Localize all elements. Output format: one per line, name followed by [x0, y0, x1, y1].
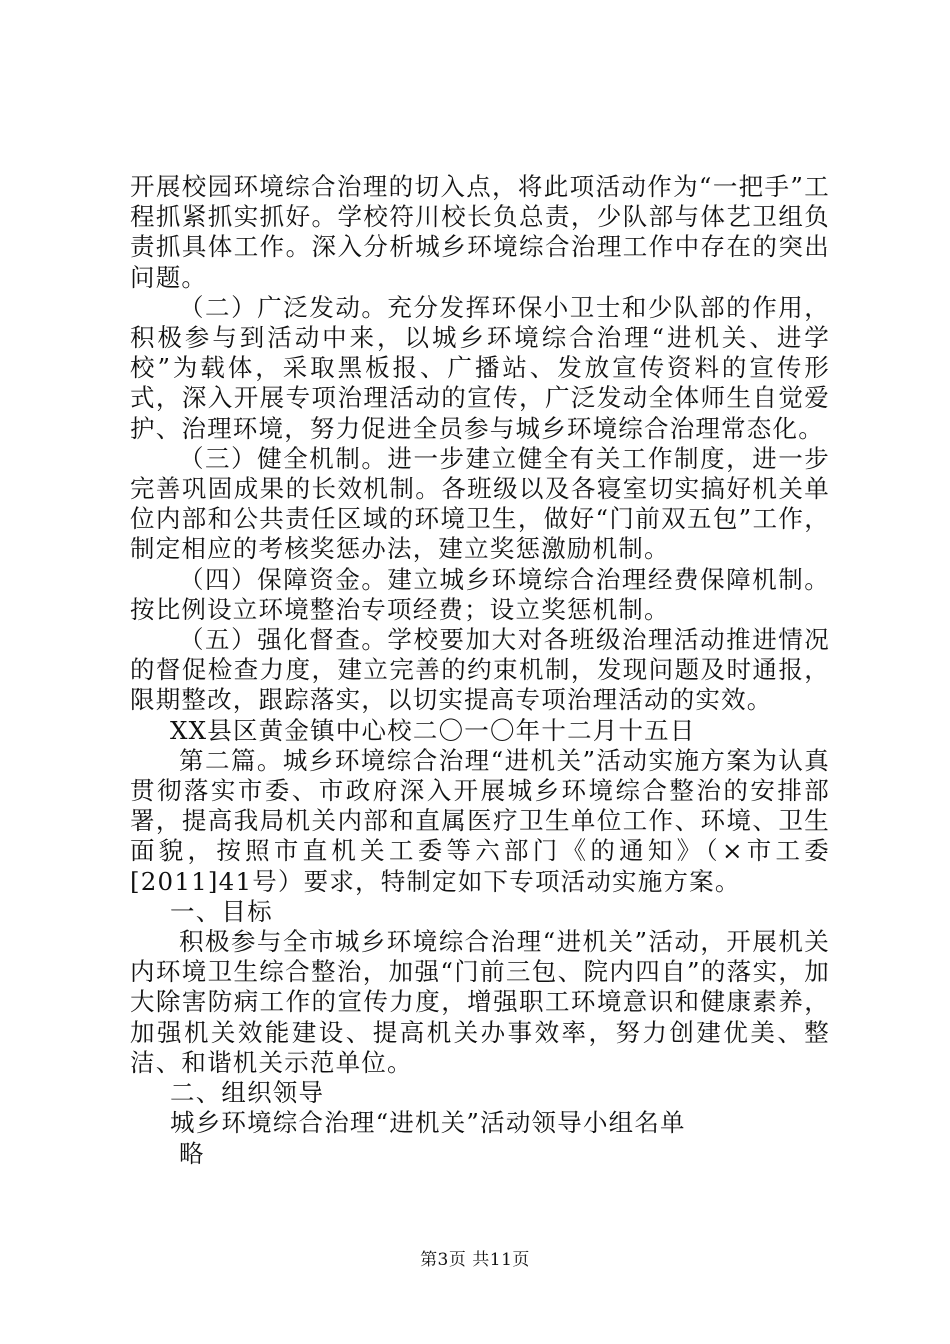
omitted-note: 略	[179, 1138, 205, 1168]
paragraph-mobilize: （二）广泛发动。充分发挥环保小卫士和少队部的作用，积极参与到活动中来，以城乡环境综合治理“进机关、进学校”为载体，采取黑板报、广播站、发放宣传资料的宣传形式，深入开展专项治理活动的宣传，广泛发动全体师生自觉爱护、治理环境，努力促进全员参与城乡环境综合治理常态化。	[130, 292, 830, 443]
paragraph-funding: （四）保障资金。建立城乡环境综合治理经费保障机制。按比例设立环境整治专项经费；设立奖惩机制。	[130, 564, 830, 624]
heading-goal: 一、目标	[170, 896, 273, 926]
heading-organization: 二、组织领导	[170, 1078, 325, 1108]
paragraph-chapter-two: 第二篇。城乡环境综合治理“进机关”活动实施方案为认真贯彻落实市委、市政府深入开展城乡环境综合整治的安排部署，提高我局机关内部和直属医疗卫生单位工作、环境、卫生面貌，按照市直机关工委等六部门《的通知》（×市工委[2011]41号）要求，特制定如下专项活动实施方案。	[130, 745, 830, 896]
signature-line: XX县区黄金镇中心校二〇一〇年十二月十五日	[170, 715, 696, 745]
paragraph-goal: 积极参与全市城乡环境综合治理“进机关”活动，开展机关内环境卫生综合整治，加强“门前三包、院内四自”的落实，加大除害防病工作的宣传力度，增强职工环境意识和健康素养，加强机关效能建设、提高机关办事效率，努力创建优美、整洁、和谐机关示范单位。	[130, 927, 830, 1077]
leadership-list-title: 城乡环境综合治理“进机关”活动领导小组名单	[170, 1108, 686, 1138]
paragraph-mechanism: （三）健全机制。进一步建立健全有关工作制度，进一步完善巩固成果的长效机制。各班级以及各寝室切实搞好机关单位内部和公共责任区域的环境卫生，做好“门前双五包”工作，制定相应的考核奖惩办法，建立奖惩激励机制。	[130, 443, 830, 564]
paragraph-supervision: （五）强化督查。学校要加大对各班级治理活动推进情况的督促检查力度，建立完善的约束机制，发现问题及时通报，限期整改，跟踪落实，以切实提高专项治理活动的实效。	[130, 625, 830, 715]
document-body	[130, 172, 830, 1169]
page-number-footer: 第3页 共11页	[420, 1250, 530, 1270]
paragraph-intro-continuation: 开展校园环境综合治理的切入点，将此项活动作为“一把手”工程抓紧抓实抓好。学校符川校长负总责，少队部与体艺卫组负责抓具体工作。深入分析城乡环境综合治理工作中存在的突出问题。	[130, 172, 830, 292]
